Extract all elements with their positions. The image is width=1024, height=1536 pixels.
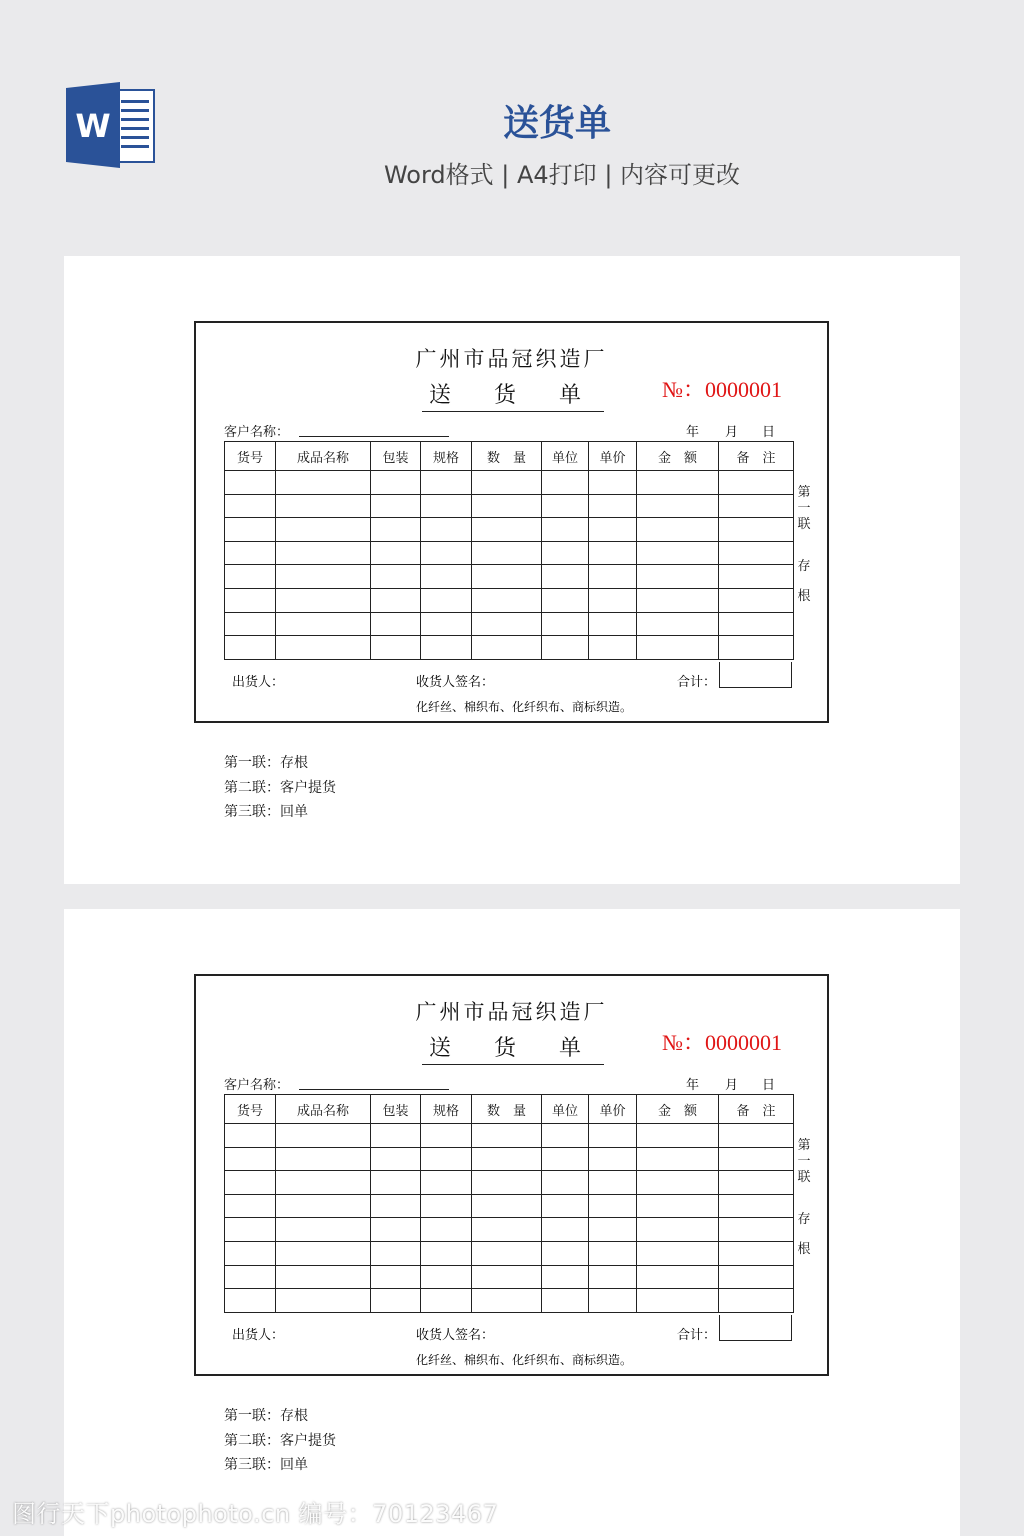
copy-side-note: 存: [797, 559, 811, 574]
table-row: [225, 588, 794, 612]
copy-item: 第二联：客户提货: [224, 779, 336, 796]
copies-list: [224, 751, 336, 825]
column-header: 货号: [225, 1095, 276, 1124]
table-row: [225, 494, 794, 518]
table-row: [225, 612, 794, 636]
column-header: 数 量: [472, 442, 542, 471]
copies-list: [224, 1404, 336, 1478]
table-row: [225, 1194, 794, 1218]
table-row: [225, 1265, 794, 1289]
table-row: [225, 1171, 794, 1195]
copy-side-note: 一: [797, 1154, 811, 1169]
table-row: [225, 1124, 794, 1148]
date-year: 年: [686, 1078, 700, 1093]
copy-side-note: 第: [797, 1138, 811, 1153]
table-row: [225, 1289, 794, 1313]
copy-item: 第二联：客户提货: [224, 1432, 336, 1449]
customer-label: 客户名称：: [224, 1078, 290, 1093]
column-header: 成品名称: [276, 1095, 371, 1124]
copy-side-note: 根: [797, 1242, 811, 1257]
title-underline: [422, 411, 604, 412]
copy-side-note: 第: [797, 485, 811, 500]
column-header: 规格: [421, 442, 472, 471]
total-box: [719, 1315, 792, 1341]
items-table: [224, 441, 793, 662]
column-header: 规格: [421, 1095, 472, 1124]
company-name: 广州市品冠织造厂: [415, 1000, 608, 1024]
copy-item: 第三联：回单: [224, 1457, 308, 1473]
column-header: 备 注: [719, 442, 794, 471]
column-header: 单价: [589, 1095, 637, 1124]
date-month: 月: [725, 425, 739, 440]
shipper-label: 出货人：: [232, 675, 285, 690]
column-header: 货号: [225, 442, 276, 471]
page-title: 送货单: [502, 103, 611, 144]
column-header: 包装: [371, 442, 421, 471]
customer-label: 客户名称：: [224, 425, 290, 440]
table-row: [225, 1218, 794, 1242]
receiver-signature-label: 收货人签名：: [416, 1328, 495, 1343]
date-day: 日: [762, 1078, 776, 1093]
watermark-text: 图行天下photophoto.cn 编号：70123467: [12, 1500, 499, 1528]
copy-side-note: 根: [797, 589, 811, 604]
column-header: 金 额: [637, 1095, 719, 1124]
title-underline: [422, 1064, 604, 1065]
copy-item: 第一联：存根: [224, 755, 308, 771]
copy-side-note: 存: [797, 1212, 811, 1227]
form-title: 送 货 单: [429, 383, 599, 408]
document-preview-page-1: [64, 256, 960, 884]
column-header: 单价: [589, 442, 637, 471]
total-label: 合计：: [677, 675, 717, 690]
business-scope-note: 化纤丝、棉织布、化纤织布、商标织造。: [416, 700, 633, 714]
date-month: 月: [725, 1078, 739, 1093]
shipper-label: 出货人：: [232, 1328, 285, 1343]
serial-number: №：0000001: [662, 1030, 782, 1055]
table-row: [225, 1147, 794, 1171]
date-year: 年: [686, 425, 700, 440]
column-header: 单位: [542, 442, 589, 471]
customer-line: [299, 1089, 449, 1090]
table-row: [225, 518, 794, 542]
table-row: [225, 565, 794, 589]
copy-item: 第三联：回单: [224, 804, 308, 820]
column-header: 成品名称: [276, 442, 371, 471]
page-subtitle: Word格式 | A4打印 | 内容可更改: [383, 161, 741, 189]
total-label: 合计：: [677, 1328, 717, 1343]
column-header: 备 注: [719, 1095, 794, 1124]
copy-side-note: 一: [797, 501, 811, 516]
total-box: [719, 662, 792, 688]
table-row: [225, 636, 794, 660]
delivery-note-form: [194, 321, 829, 723]
receiver-signature-label: 收货人签名：: [416, 675, 495, 690]
column-header: 单位: [542, 1095, 589, 1124]
business-scope-note: 化纤丝、棉织布、化纤织布、商标织造。: [416, 1353, 633, 1367]
table-row: [225, 471, 794, 495]
svg-text:W: W: [75, 107, 111, 145]
copy-side-note: 联: [797, 1170, 811, 1185]
customer-line: [299, 436, 449, 437]
copy-side-note: 联: [797, 517, 811, 532]
items-table: [224, 1094, 793, 1315]
form-title: 送 货 单: [429, 1036, 599, 1061]
date-day: 日: [762, 425, 776, 440]
table-row: [225, 1241, 794, 1265]
column-header: 数 量: [472, 1095, 542, 1124]
company-name: 广州市品冠织造厂: [415, 347, 608, 371]
copy-item: 第一联：存根: [224, 1408, 308, 1424]
table-row: [225, 541, 794, 565]
document-preview-page-2: [64, 909, 960, 1536]
delivery-note-form: [194, 974, 829, 1376]
column-header: 金 额: [637, 442, 719, 471]
column-header: 包装: [371, 1095, 421, 1124]
serial-number: №：0000001: [662, 377, 782, 402]
